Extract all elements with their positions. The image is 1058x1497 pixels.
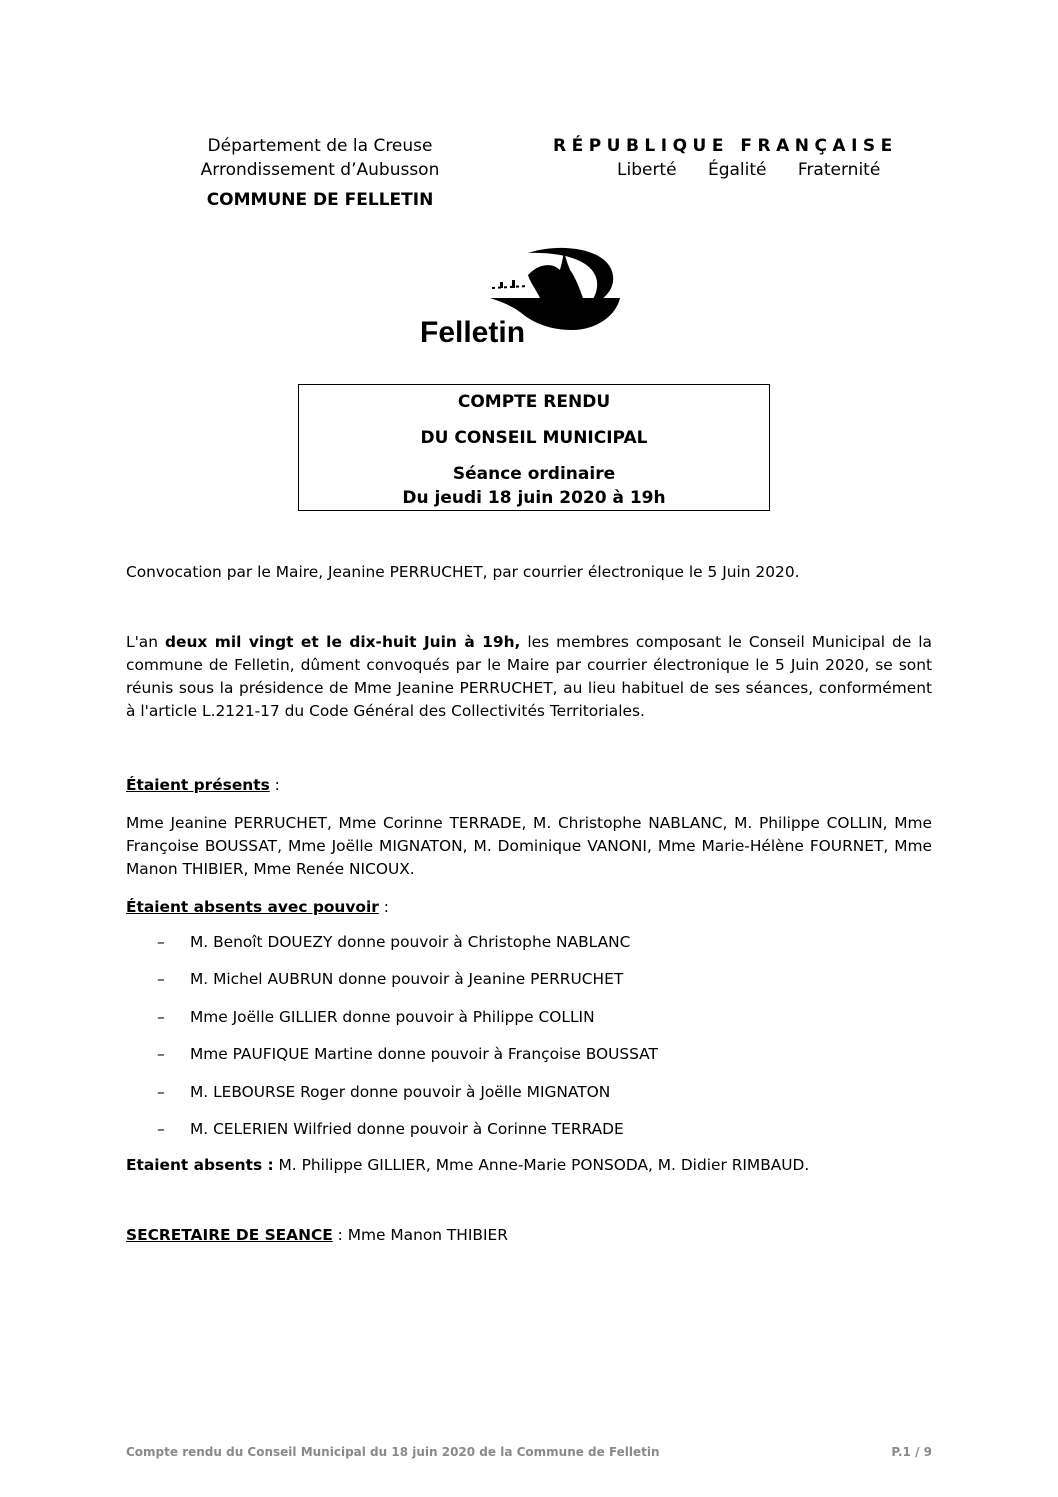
pouvoirs-heading: [126, 896, 932, 919]
list-dash: –: [157, 1082, 165, 1101]
devise: [617, 158, 953, 182]
absents-line: [126, 1154, 932, 1177]
footer-text: Compte rendu du Conseil Municipal du 18 juin 2020 de la Commune de Felletin: [126, 1445, 660, 1459]
absents-text: M. Philippe GILLIER, Mme Anne-Marie PONSODA, M. Didier RIMBAUD.: [273, 1156, 810, 1174]
title-line-3: Séance ordinaire: [452, 464, 616, 484]
presents-list: Mme Jeanine PERRUCHET, Mme Corinne TERRADE, M. Christophe NABLANC, M. Philippe COLLIN, Mme Françoise BOUSSAT, Mme Joëlle MIGNATON, M. Dominique VANONI, Mme Marie-Hélène FOURNET, Mme Manon THIBIER, Mme Renée NICOUX.: [126, 814, 932, 878]
page-number: P.1 / 9: [891, 1445, 932, 1459]
secretaire-line: [126, 1224, 932, 1247]
list-dash: –: [157, 1045, 165, 1064]
devise-liberte: Liberté: [617, 160, 677, 180]
departement: Département de la Creuse: [207, 136, 433, 156]
commune-name: COMMUNE DE FELLETIN: [206, 190, 434, 210]
title-line-2: DU CONSEIL MUNICIPAL: [420, 428, 648, 448]
logo-text: Felletin: [420, 316, 526, 349]
title-line-1: COMPTE RENDU: [457, 392, 611, 412]
list-item: [157, 1036, 857, 1074]
header-left: [130, 134, 510, 212]
pouvoirs-suffix: :: [378, 898, 389, 916]
devise-fraternite: Fraternité: [797, 160, 881, 180]
header-right: [553, 134, 953, 182]
list-item: [157, 1111, 857, 1149]
list-item: [157, 1073, 857, 1111]
list-item-text: M. LEBOURSE Roger donne pouvoir à Joëlle MIGNATON: [190, 1082, 611, 1101]
list-item-text: M. Michel AUBRUN donne pouvoir à Jeanine PERRUCHET: [190, 970, 624, 989]
page-footer: [126, 1445, 932, 1459]
list-dash: –: [157, 1007, 165, 1026]
secretaire-label: SECRETAIRE DE SEANCE: [126, 1226, 333, 1244]
presents-heading: [126, 774, 932, 797]
secretaire-text: : Mme Manon THIBIER: [332, 1226, 508, 1244]
intro-rest: les membres composant le Conseil Municipal de la commune de Felletin, dûment convoqués par le Maire par courrier électronique le 5 Juin 2020, se sont réunis sous la présidence de Mme Jeanine PERRUCHET, au lieu habituel de ses séances, conformément à l'article L.2121-17 du Code Général des Collectivités Territoriales.: [126, 633, 932, 720]
list-dash: –: [157, 1120, 165, 1139]
absents-label: Etaient absents :: [126, 1156, 274, 1174]
arrondissement: Arrondissement d’Aubusson: [200, 160, 440, 180]
list-item: [157, 923, 857, 961]
list-item: [157, 998, 857, 1036]
list-dash: –: [157, 932, 165, 951]
list-item-text: M. Benoît DOUEZY donne pouvoir à Christophe NABLANC: [190, 932, 631, 951]
pouvoirs-list: [157, 923, 857, 1148]
intro-paragraph: [126, 631, 932, 723]
list-item-text: Mme Joëlle GILLIER donne pouvoir à Philippe COLLIN: [190, 1007, 595, 1026]
title-box: [298, 384, 770, 511]
republique-francaise: RÉPUBLIQUE FRANÇAISE: [553, 136, 898, 156]
intro-prefix: L'an: [126, 633, 165, 651]
list-dash: –: [157, 970, 165, 989]
title-line-4: Du jeudi 18 juin 2020 à 19h: [402, 488, 666, 508]
list-item: [157, 961, 857, 999]
intro-bold: deux mil vingt et le dix-huit Juin à 19h,: [164, 633, 521, 651]
list-item-text: Mme PAUFIQUE Martine donne pouvoir à Françoise BOUSSAT: [190, 1045, 658, 1064]
felletin-logo: [420, 240, 620, 350]
list-item-text: M. CELERIEN Wilfried donne pouvoir à Corinne TERRADE: [190, 1120, 624, 1139]
pouvoirs-label: Étaient absents avec pouvoir: [126, 898, 379, 916]
convocation: Convocation par le Maire, Jeanine PERRUCHET, par courrier électronique le 5 Juin 2020.: [126, 563, 800, 581]
felletin-town-logo-icon: [420, 240, 620, 350]
devise-egalite: Égalité: [707, 160, 767, 180]
presents-suffix: :: [269, 776, 280, 794]
presents-label: Étaient présents: [126, 776, 270, 794]
